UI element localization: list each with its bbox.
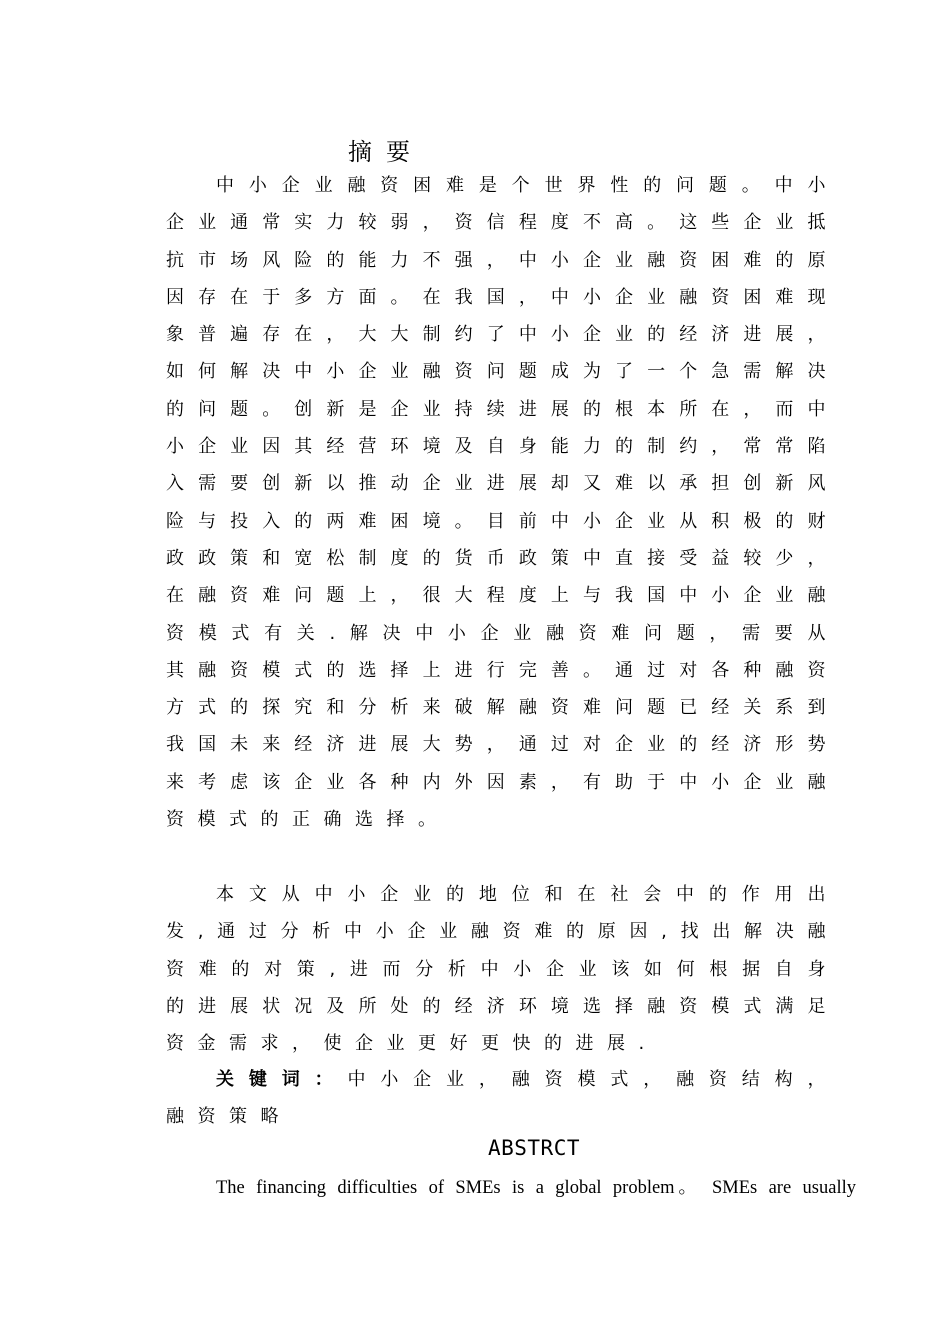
keywords-text: 中小企业，融资模式，融资结构，融资策略 — [166, 1069, 840, 1128]
abstract-en-paragraph-1: The financing difficulties of SMEs is a global problem。 SMEs are usually — [216, 1178, 856, 1198]
keywords-block — [166, 1061, 839, 1136]
abstract-cn-title: 摘要 — [348, 138, 424, 166]
keywords-label: 关键词： — [216, 1069, 348, 1090]
abstract-en-title: ABSTRCT — [487, 1136, 580, 1160]
abstract-cn-paragraph-2: 本文从中小企业的地位和在社会中的作用出发,通过分析中小企业融资难的原因,找出解决融资难的对策,进而分析中小企业该如何根据自身的进展状况及所处的经济环境选择融资模式满足资金需求，使企业更好更快的进展. — [166, 884, 839, 1055]
abstract-cn-paragraph-1: 中小企业融资困难是个世界性的问题。中小企业通常实力较弱，资信程度不高。这些企业抵抗市场风险的能力不强，中小企业融资困难的原因存在于多方面。在我国，中小企业融资困难现象普遍存在，大大制约了中小企业的经济进展，如何解决中小企业融资问题成为了一个急需解决的问题。创新是企业持续进展的根本所在，而中小企业因其经营环境及自身能力的制约，常常陷入需要创新以推动企业进展却又难以承担创新风险与投入的两难困境。目前中小企业从积极的财政政策和宽松制度的货币政策中直接受益较少，在融资难问题上，很大程度上与我国中小企业融资模式有关.解决中小企业融资难问题，需要从其融资模式的选择上进行完善。通过对各种融资方式的探究和分析来破解融资难问题已经关系到我国未来经济进展大势，通过对企业的经济形势来考虑该企业各种内外因素，有助于中小企业融资模式的正确选择。 — [166, 175, 839, 831]
